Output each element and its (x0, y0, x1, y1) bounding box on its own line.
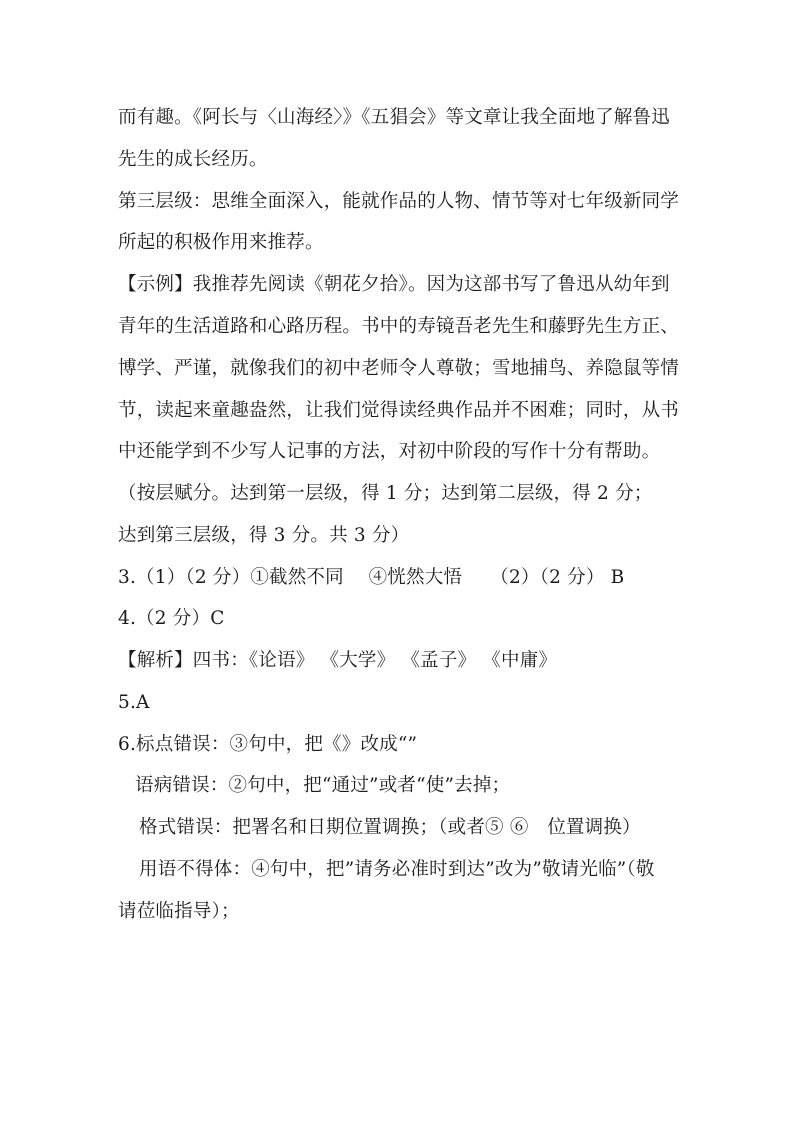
answer-6-punctuation: 6.标点错误：③句中，把《》改成“” (118, 734, 418, 755)
scoring-note-line-1: （按层赋分。达到第一层级，得 1 分；达到第二层级，得 2 分； (118, 483, 653, 504)
example-line-3: 博学、严谨，就像我们的初中老师令人尊敬；雪地捕鸟、养隐鼠等情 (118, 358, 680, 379)
example-line-4: 节，读起来童趣盎然，让我们觉得读经典作品并不困难；同时，从书 (118, 400, 680, 421)
example-line-1: 【示例】我推荐先阅读《朝花夕拾》。因为这部书写了鲁迅从幼年到 (118, 274, 670, 295)
answer-6-wording-line-2: 请莅临指导）； (118, 901, 240, 922)
answer-4: 4.（2 分）C (118, 608, 225, 629)
answer-6-grammar: 语病错误：②句中，把“通过”或者“使”去掉； (135, 775, 511, 796)
analysis-line: 【解析】四书：《论语》 《大学》 《孟子》 《中庸》 (118, 650, 558, 671)
text-line-2: 先生的成长经历。 (118, 149, 268, 170)
text-line-3: 第三层级：思维全面深入，能就作品的人物、情节等对七年级新同学 (118, 191, 680, 212)
text-line-4: 所起的积极作用来推荐。 (118, 232, 324, 253)
example-line-5: 中还能学到不少写人记事的方法，对初中阶段的写作十分有帮助。 (118, 441, 661, 462)
example-line-2: 青年的生活道路和心路历程。书中的寿镜吾老先生和藤野先生方正、 (118, 316, 680, 337)
answer-6-format: 格式错误：把署名和日期位置调换；（或者⑤ ⑥ 位置调换） (139, 817, 641, 838)
answer-6-wording-line-1: 用语不得体：④句中，把”请务必准时到达”改为”敬请光临”（敬 (139, 859, 655, 880)
scoring-note-line-2: 达到第三层级，得 3 分。共 3 分） (118, 525, 410, 546)
answer-3: 3.（1）（2 分）①截然不同 ④恍然大悟 （2）（2 分） B (118, 567, 625, 588)
answer-5: 5.A (118, 692, 150, 713)
text-line-1: 而有趣。《阿长与〈山海经〉》《五猖会》等文章让我全面地了解鲁迅 (118, 107, 670, 128)
